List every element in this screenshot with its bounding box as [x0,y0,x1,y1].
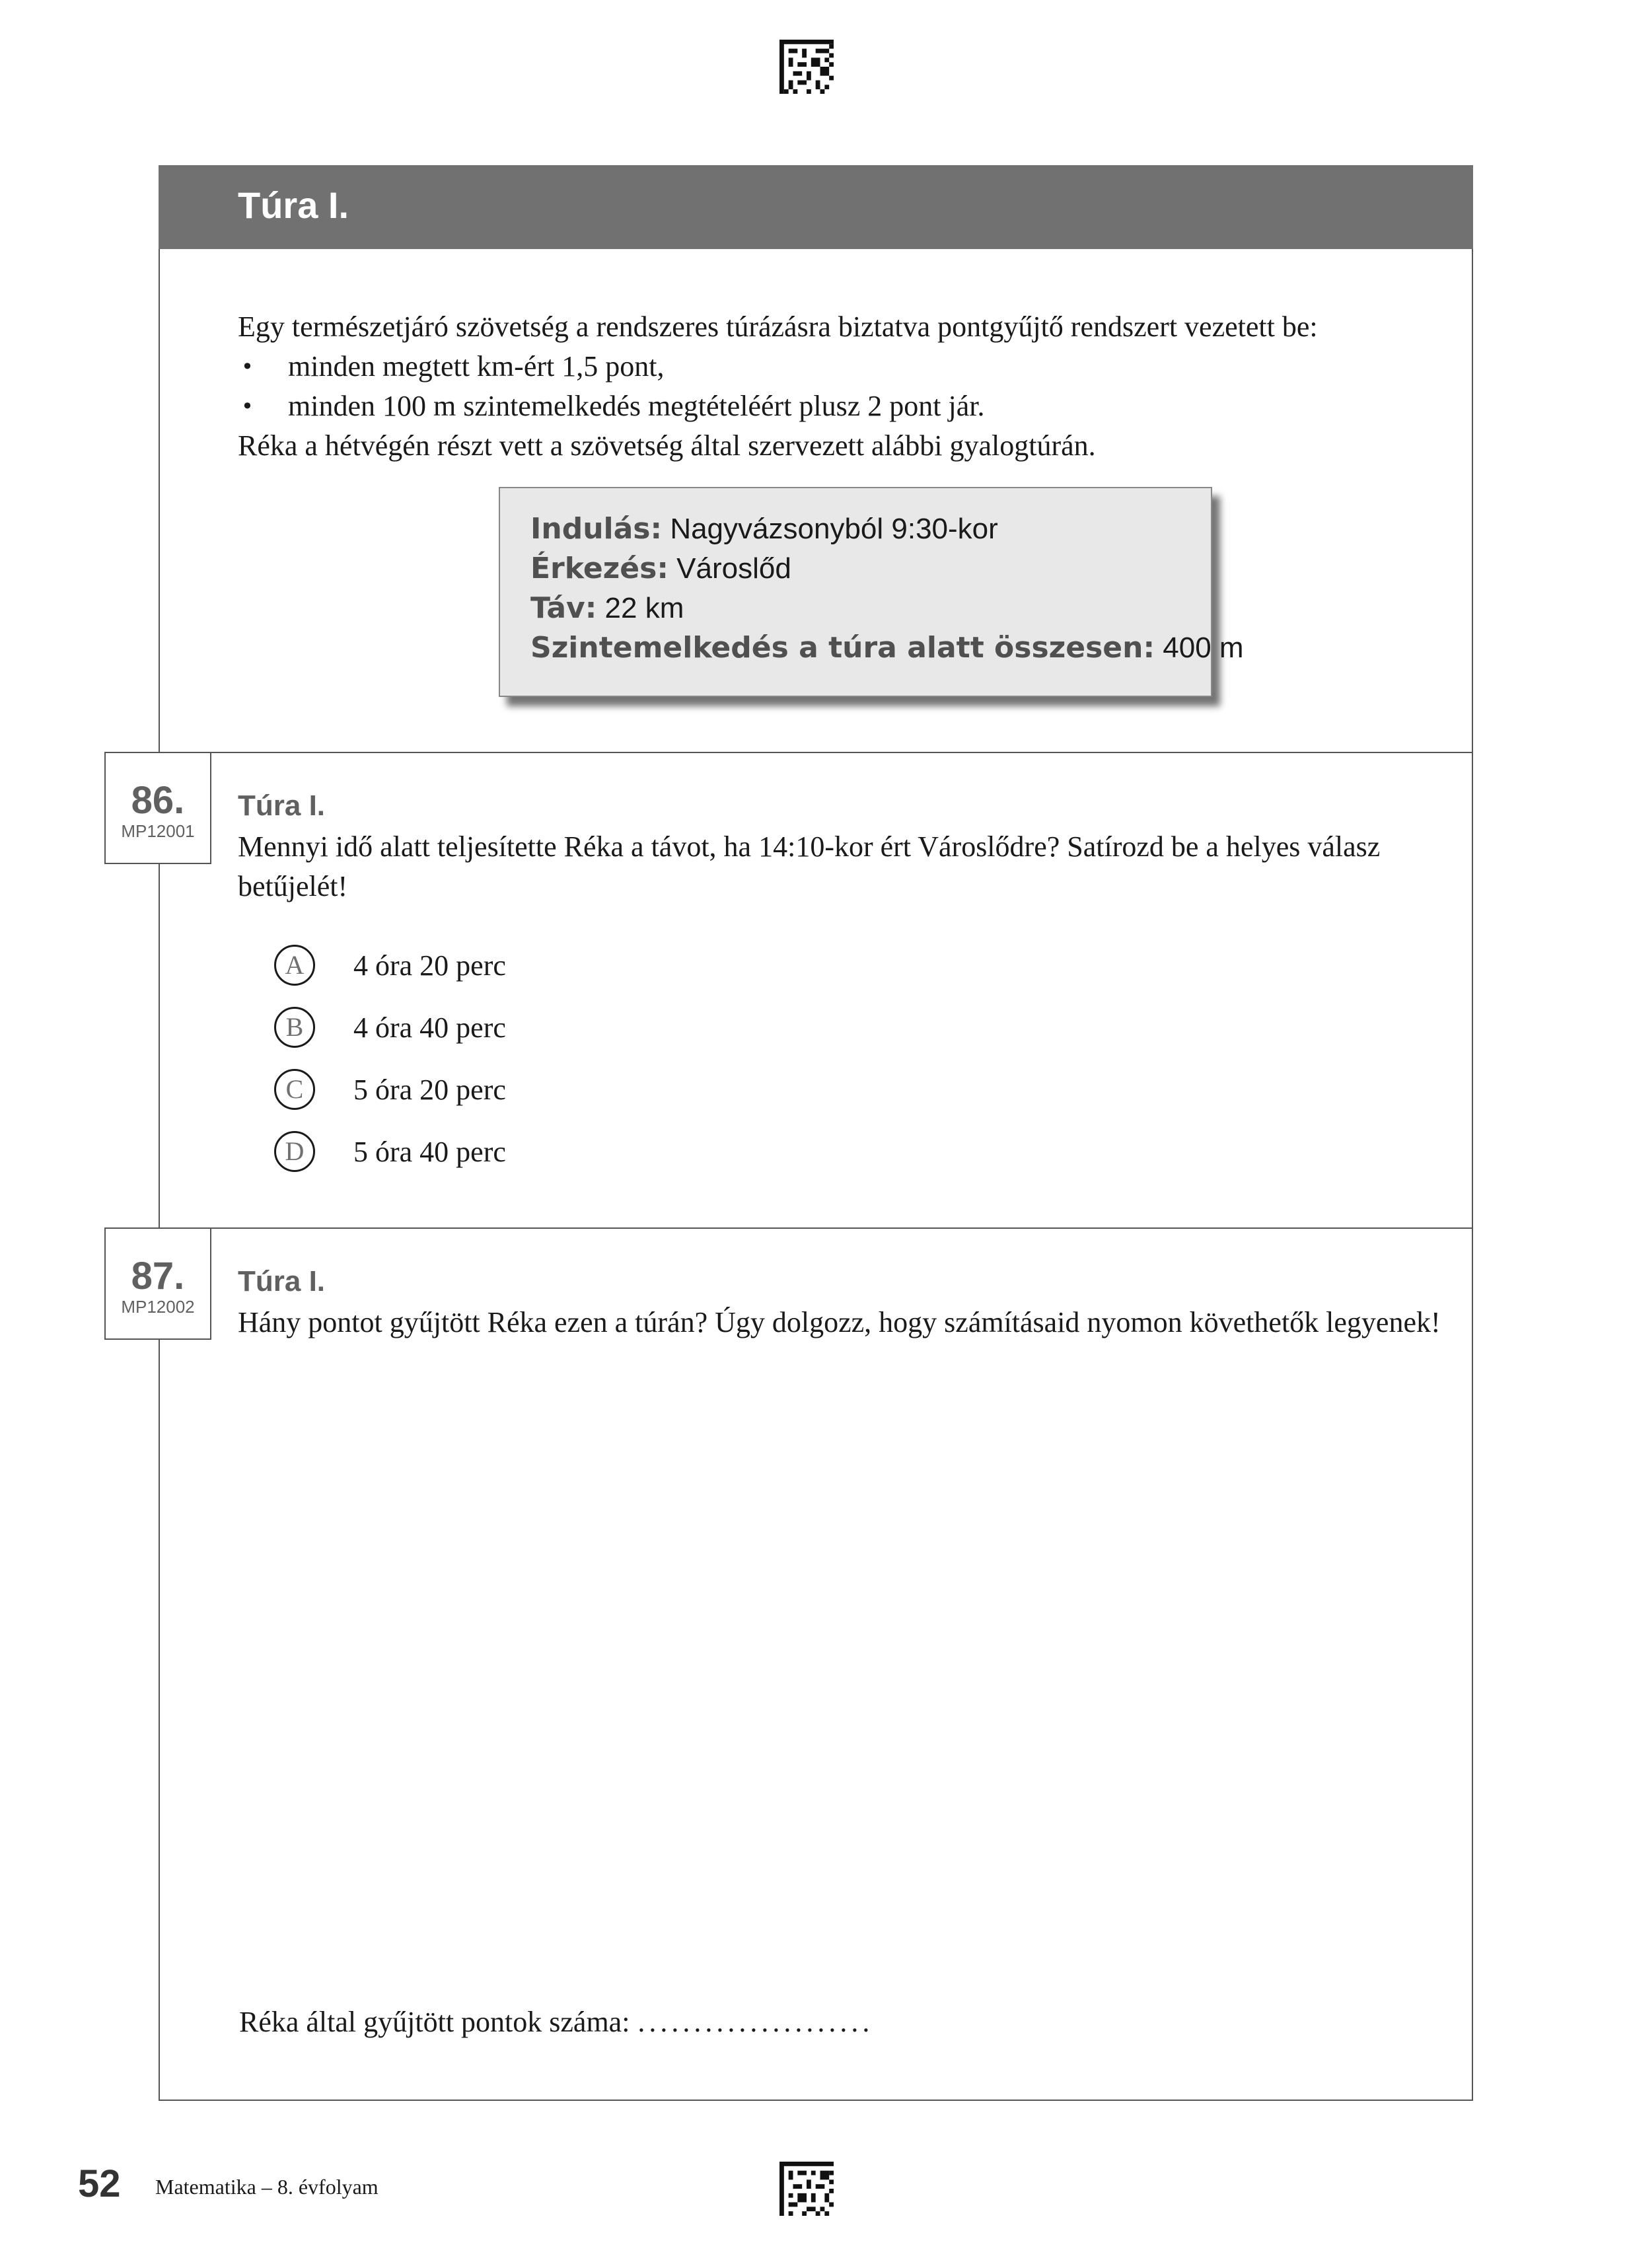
section-header-bar [159,165,1473,249]
question-number: 87. [131,1255,185,1298]
question-title-86: Túra I. [238,789,326,822]
footer-text: Matematika – 8. évfolyam [155,2175,379,2199]
question-number-box-86 [104,752,211,864]
qr-code-bottom [779,2162,834,2216]
rule-item [238,386,1466,426]
info-key: Szintemelkedés a túra alatt összesen: [530,631,1155,665]
question-code: MP12002 [121,1297,195,1317]
option-c-circle[interactable]: C [274,1069,315,1110]
intro-text [238,307,1466,466]
intro-line-2: Réka a hétvégén részt vett a szövetség által szervezett alábbi gyalogtúrán. [238,429,1096,462]
bullet-icon: • [241,394,254,419]
info-value: 400 m [1163,632,1244,664]
answer-line[interactable] [239,2005,873,2039]
option-b-text: 4 óra 40 perc [353,1011,506,1044]
info-key: Táv: [530,591,597,625]
rule-item [238,347,1466,386]
option-c-text: 5 óra 20 perc [353,1074,506,1106]
section-title: Túra I. [238,184,349,226]
tour-info-box [499,487,1244,697]
option-a-circle[interactable]: A [274,945,315,986]
answer-dots[interactable]: ..................... [637,2006,874,2038]
question-title-87: Túra I. [238,1265,326,1298]
rule-text: minden megtett km-ért 1,5 pont, [288,350,665,383]
question-code: MP12001 [121,821,195,841]
qr-code-top [779,40,834,94]
info-row-arrival [530,549,1211,589]
info-value: 22 km [604,592,684,624]
option-d-text: 5 óra 40 perc [353,1136,506,1168]
option-b-circle[interactable]: B [274,1007,315,1048]
question-text-86: Mennyi idő alatt teljesítette Réka a távot, ha 14:10-kor ért Városlődre? Satírozd be a helyes válasz betűjelét! [238,830,1381,902]
divider [159,752,1473,753]
page-number: 52 [78,2162,121,2205]
option-d-circle[interactable]: D [274,1131,315,1172]
intro-line-1: Egy természetjáró szövetség a rendszeres túrázásra biztatva pontgyűjtő rendszert vezetett be: [238,311,1318,343]
answer-label: Réka által gyűjtött pontok száma: [239,2006,630,2038]
info-key: Érkezés: [530,552,669,585]
question-text-87: Hány pontot gyűjtött Réka ezen a túrán? Úgy dolgozz, hogy számításaid nyomon követhetők legyenek! [238,1306,1441,1338]
rule-text: minden 100 m szintemelkedés megtételéért plusz 2 pont jár. [288,390,985,422]
question-number-box-87 [104,1227,211,1340]
info-value: Városlőd [676,552,791,585]
bullet-icon: • [241,354,254,379]
info-key: Indulás: [530,512,663,546]
info-value: Nagyvázsonyból 9:30-kor [670,513,998,545]
option-a-text: 4 óra 20 perc [353,949,506,982]
info-row-departure [530,509,1211,549]
info-row-distance [530,589,1211,628]
info-row-elevation [530,628,1244,668]
rules-list [238,347,1466,426]
question-number: 86. [131,779,185,822]
divider [159,1227,1473,1229]
